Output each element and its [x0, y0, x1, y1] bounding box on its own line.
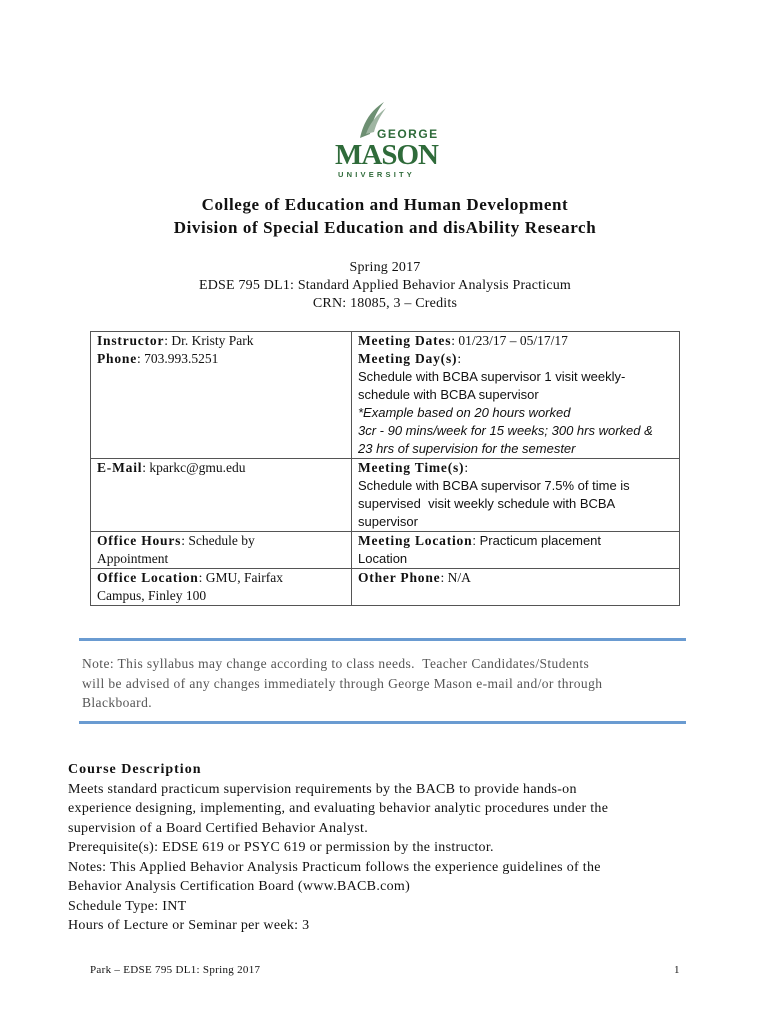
office-location-value2: Campus, Finley 100 — [97, 588, 207, 603]
note-top-rule — [79, 638, 686, 641]
table-row — [91, 332, 680, 459]
course-info-table — [90, 331, 680, 606]
syllabus-note — [82, 654, 682, 713]
description-line: experience designing, implementing, and evaluating behavior analytic procedures under the — [68, 801, 609, 816]
instructor-cell — [91, 332, 352, 459]
meeting-dates-value: : 01/23/17 – 05/17/17 — [451, 333, 568, 348]
description-line: Prerequisite(s): EDSE 619 or PSYC 619 or permission by the instructor. — [68, 840, 494, 855]
description-line: Schedule Type: INT — [68, 898, 187, 914]
office-hours-value: : Schedule by — [181, 533, 255, 548]
description-line: Hours of Lecture or Seminar per week: 3 — [68, 918, 310, 933]
meeting-days-label: Meeting Day(s) — [358, 351, 458, 366]
page-footer-label: Park – EDSE 795 DL1: Spring 2017 — [90, 964, 261, 976]
office-hours-label: Office Hours — [97, 533, 182, 548]
gmu-logo-graphic — [330, 100, 440, 180]
meeting-location-value2: Location — [358, 551, 408, 566]
meeting-dates-label: Meeting Dates — [358, 333, 452, 348]
meeting-days-example1: *Example based on 20 hours worked — [358, 405, 571, 420]
course-title: EDSE 795 DL1: Standard Applied Behavior Analysis Practicum — [198, 278, 572, 293]
meeting-days-line2: schedule with BCBA supervisor — [358, 387, 539, 402]
description-line: Meets standard practicum supervision requirements by the BACB to provide hands-on — [68, 781, 577, 797]
instructor-value: : Dr. Kristy Park — [164, 333, 254, 348]
crn: CRN: 18085, 3 – Credits — [312, 296, 458, 311]
phone-value: : 703.993.5251 — [137, 351, 219, 366]
meeting-time-colon: : — [464, 460, 469, 475]
meeting-days-colon: : — [457, 351, 462, 366]
phone-label: Phone — [97, 351, 138, 366]
meeting-days-example3: 23 hrs of supervision for the semester — [358, 441, 576, 456]
course-description — [68, 760, 688, 936]
table-row — [91, 459, 680, 532]
course-description-title: Course Description — [68, 762, 202, 777]
meeting-cell — [352, 332, 680, 459]
meeting-location-cell — [352, 532, 680, 569]
meeting-time-line1: Schedule with BCBA supervisor 7.5% of time is — [358, 478, 630, 493]
table-row — [91, 569, 680, 606]
office-hours-value2: Appointment — [97, 551, 169, 566]
office-location-cell — [91, 569, 352, 606]
logo-university: UNIVERSITY — [338, 170, 416, 179]
email-label: E-Mail — [97, 460, 143, 475]
meeting-location-label: Meeting Location — [358, 533, 473, 548]
meeting-location-value: : Practicum placement — [472, 533, 602, 548]
division-title: Division of Special Education and disAbility Research — [173, 218, 597, 237]
meeting-time-cell — [352, 459, 680, 532]
description-line: Behavior Analysis Certification Board (www.BACB.com) — [68, 879, 411, 894]
other-phone-label: Other Phone — [358, 570, 441, 585]
other-phone-value: : N/A — [440, 570, 471, 585]
college-title: College of Education and Human Development — [201, 195, 569, 214]
table-row — [91, 532, 680, 569]
meeting-time-line2: supervised visit weekly schedule with BCBA — [358, 496, 616, 511]
meeting-time-label: Meeting Time(s) — [358, 460, 465, 475]
page-number: 1 — [674, 964, 680, 976]
meeting-days-line1: Schedule with BCBA supervisor 1 visit weekly- — [358, 369, 626, 384]
email-cell — [91, 459, 352, 532]
other-phone-cell — [352, 569, 680, 606]
note-line3: Blackboard. — [82, 695, 153, 710]
logo-mason: MASON — [335, 139, 438, 171]
note-line1: Note: This syllabus may change according to class needs. Teacher Candidates/Students — [82, 656, 590, 671]
office-location-label: Office Location — [97, 570, 199, 585]
meeting-days-example2: 3cr - 90 mins/week for 15 weeks; 300 hrs worked & — [358, 423, 653, 438]
instructor-label: Instructor — [97, 333, 165, 348]
term: Spring 2017 — [349, 260, 421, 275]
description-line: Notes: This Applied Behavior Analysis Practicum follows the experience guidelines of the — [68, 859, 601, 875]
office-hours-cell — [91, 532, 352, 569]
office-location-value: : GMU, Fairfax — [198, 570, 283, 585]
meeting-time-line3: supervisor — [358, 514, 418, 529]
note-line2: will be advised of any changes immediately through George Mason e-mail and/or through — [82, 675, 603, 691]
email-value[interactable]: : kparkc@gmu.edu — [142, 460, 246, 475]
header-titles — [0, 193, 770, 239]
description-line: supervision of a Board Certified Behavior Analyst. — [68, 820, 368, 836]
logo-george: GEORGE — [377, 127, 439, 141]
gmu-logo — [330, 100, 440, 180]
note-bottom-rule — [79, 721, 686, 724]
